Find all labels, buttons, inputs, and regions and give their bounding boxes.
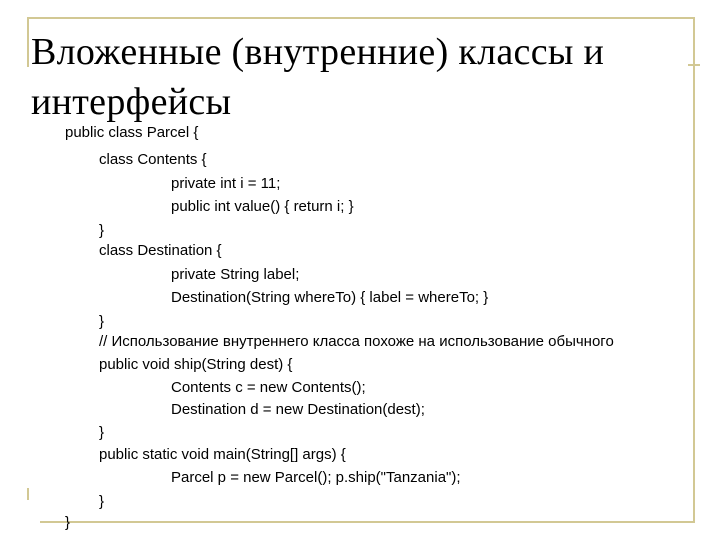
code-line: Destination(String whereTo) { label = whereTo; } [171,289,489,306]
code-line: private String label; [171,266,300,283]
code-line: } [65,514,71,531]
slide-title-line-1: Вложенные (внутренние) классы и [31,31,605,73]
code-line: } [99,313,105,330]
code-line: } [99,424,105,441]
code-line: public void ship(String dest) { [99,356,293,373]
code-line: public int value() { return i; } [171,198,354,215]
code-line: // Использование внутреннего класса похоже на использование обычного [99,333,614,350]
code-line: class Destination { [99,242,222,259]
code-line: class Contents { [99,151,207,168]
code-line: Destination d = new Destination(dest); [171,401,425,418]
code-line: } [99,222,105,239]
code-line: private int i = 11; [171,175,281,192]
slide-title-line-2: интерфейсы [31,81,232,123]
code-line: public static void main(String[] args) { [99,446,346,463]
code-line: public class Parcel { [65,124,199,141]
code-line: Contents c = new Contents(); [171,379,366,396]
code-line: Parcel p = new Parcel(); p.ship("Tanzania"); [171,469,461,486]
code-line: } [99,493,105,510]
